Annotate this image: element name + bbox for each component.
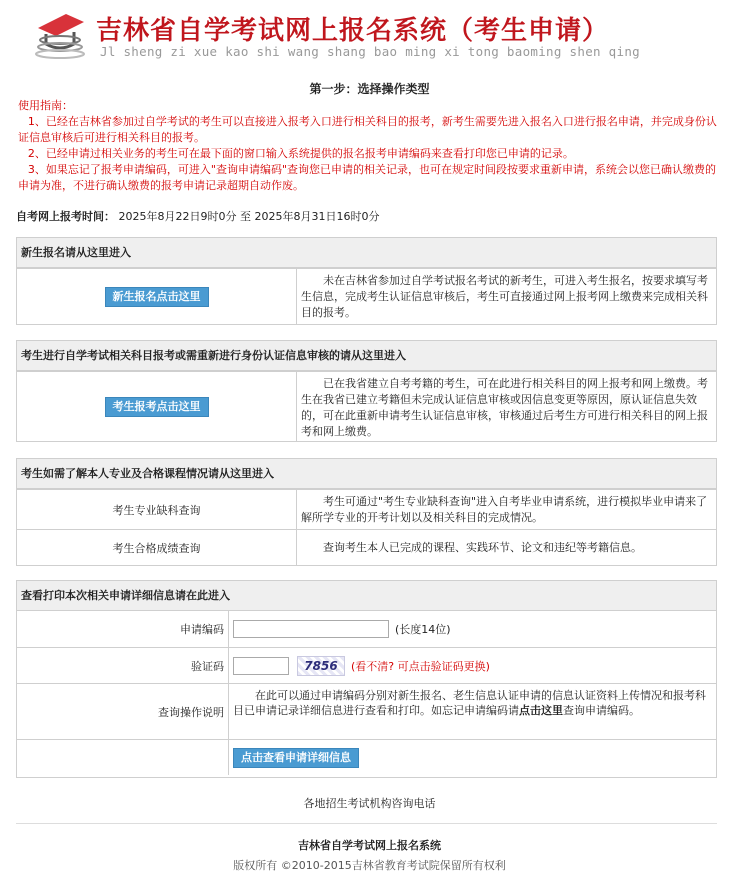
guide-heading: 使用指南： [18, 99, 73, 112]
divider [16, 823, 717, 824]
app-title-pinyin: Jl sheng zi xue kao shi wang shang bao ming xi tong baoming shen qing [100, 44, 640, 59]
section-description: 查询考生本人已完成的课程、实践环节、论文和违纪等考籍信息。 [323, 540, 642, 554]
course-query-section [16, 458, 717, 566]
application-code-hint: (长度14位) [395, 623, 451, 636]
query-instruction-label: 查询操作说明 [17, 684, 229, 739]
guide-item: 2、已经申请过相关业务的考生可在最下面的窗口输入系统提供的报名报考申请编码来查看打印您已申请的记录。 [27, 147, 574, 160]
find-code-link[interactable]: 点击这里 [519, 704, 563, 717]
missing-course-query-link[interactable]: 考生专业缺科查询 [17, 490, 297, 529]
new-registration-button[interactable]: 新生报名点击这里 [105, 287, 209, 307]
header-banner [28, 6, 728, 62]
captcha-refresh-hint[interactable]: (看不清? 可点击验证码更换) [351, 659, 490, 673]
exam-registration-section [16, 340, 717, 442]
period-value: 2025年8月22日9时0分 至 2025年8月31日16时0分 [118, 210, 380, 223]
captcha-input[interactable] [233, 657, 289, 675]
application-code-input[interactable] [233, 620, 389, 638]
new-registration-section [16, 237, 717, 325]
captcha-label: 验证码 [17, 648, 229, 683]
footer-copyright: 版权所有 ©2010-2015吉林省教育考试院保留所有权利 [233, 859, 506, 872]
consult-phone-link[interactable]: 各地招生考试机构咨询电话 [303, 797, 436, 810]
section-description: 未在吉林省参加过自学考试报名考试的新考生，可进入考生报名，按要求填写考生信息，完成考生认证信息审核后，考生可直接通过网上报考网上缴费来完成相关科目的报考。 [301, 274, 708, 319]
page-title: 第一步：选择操作类型 [309, 82, 430, 96]
guide-item: 1、已经在吉林省参加过自学考试的考生可以直接进入报考入口进行相关科目的报考，新考生需要先进入报名入口进行报名申请，并完成身份认证信息审核后可进行相关科目的报考。 [18, 115, 717, 144]
logo-icon [32, 10, 88, 60]
usage-guide [18, 98, 718, 194]
registration-period [16, 208, 379, 224]
section-heading: 新生报名请从这里进入 [17, 238, 716, 268]
section-description: 考生可通过"考生专业缺科查询"进入自考毕业申请系统，进行模拟毕业申请来了解所学专业的开考计划以及相关科目的完成情况。 [301, 495, 708, 524]
footer-title: 吉林省自学考试网上报名系统 [298, 839, 441, 852]
section-heading: 考生如需了解本人专业及合格课程情况请从这里进入 [17, 459, 716, 489]
passed-score-query-link[interactable]: 考生合格成绩查询 [17, 530, 297, 565]
section-heading: 查看打印本次相关申请详细信息请在此进入 [17, 581, 716, 611]
guide-item: 3、如果忘记了报考申请编码，可进入"查询申请编码"查询您已申请的相关记录，也可在规定时间段按要求重新申请，系统会以您已确认缴费的申请为准，不进行确认缴费的报考申请记录超期自动作废。 [18, 163, 717, 192]
application-code-label: 申请编码 [17, 611, 229, 647]
application-query-section [16, 580, 717, 778]
section-description: 已在我省建立自考考籍的考生，可在此进行相关科目的网上报考和网上缴费。考生在我省已建立考籍但未完成认证信息审核或因信息变更等原因，原认证信息失效的，可在此重新申请考生认证信息审核，审核通过后考生方可进行相关科目的网上报考和网上缴费。 [301, 377, 708, 438]
view-details-button[interactable]: 点击查看申请详细信息 [233, 748, 359, 768]
captcha-image[interactable]: 7856 [297, 656, 345, 676]
app-title: 吉林省自学考试网上报名系统（考生申请） [96, 16, 610, 46]
exam-registration-button[interactable]: 考生报考点击这里 [105, 397, 209, 417]
query-instruction-text: 在此可以通过申请编码分别对新生报名、老生信息认证申请的信息认证资料上传情况和报考科目已申请记录详细信息进行查看和打印。如忘记申请编码请点击这里查询申请编码。 [233, 689, 706, 717]
section-heading: 考生进行自学考试相关科目报考或需重新进行身份认证信息审核的请从这里进入 [17, 341, 716, 371]
period-label: 自考网上报考时间： [16, 210, 115, 223]
